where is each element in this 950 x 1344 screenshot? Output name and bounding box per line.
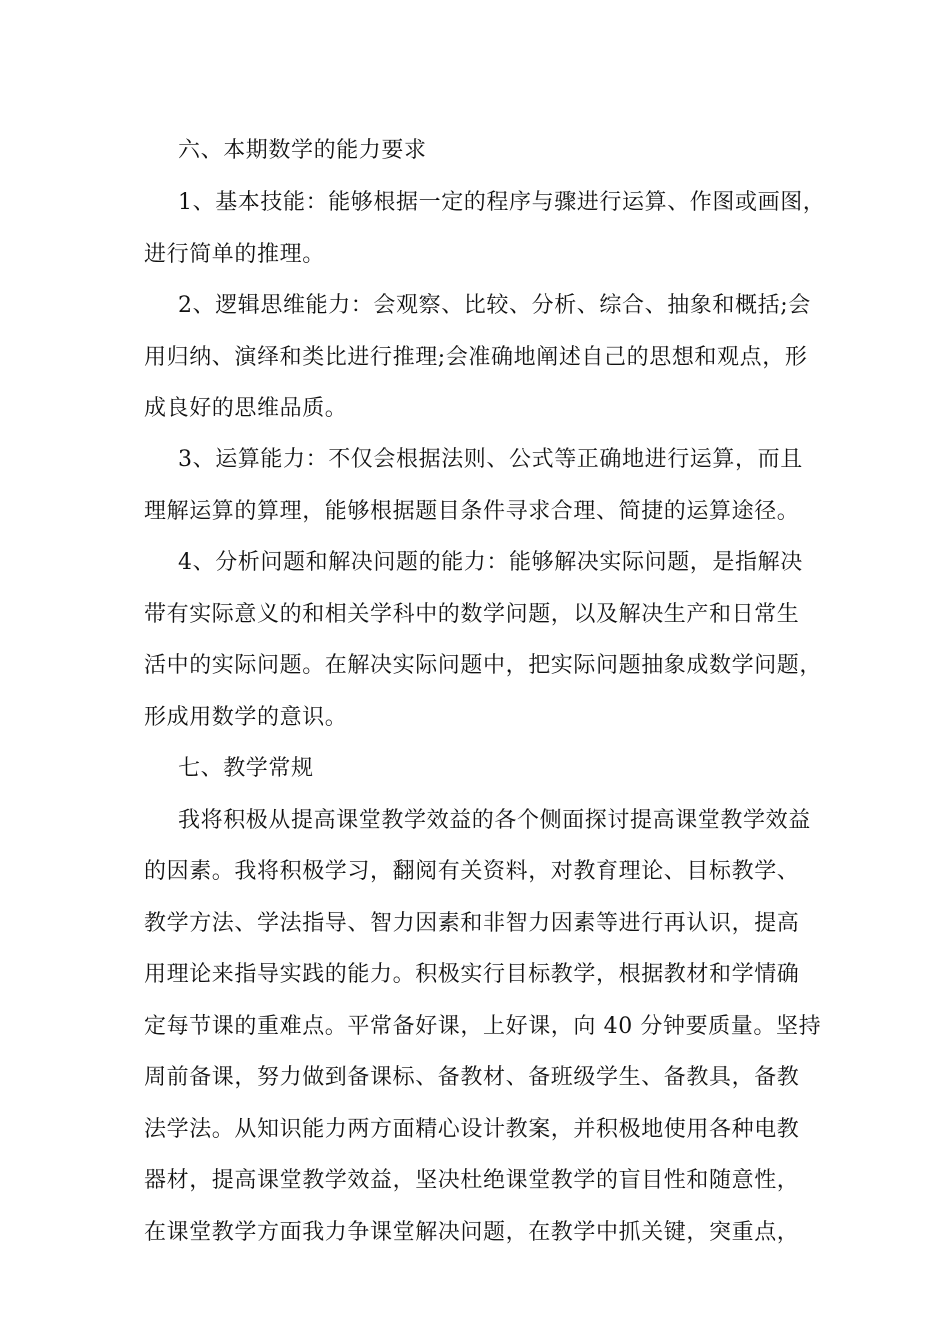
paragraph-line: 我将积极从提高课堂教学效益的各个侧面探讨提高课堂教学效益 — [178, 808, 811, 833]
heading-section-7: 七、教学常规 — [178, 756, 314, 781]
paragraph-line: 2、逻辑思维能力：会观察、比较、分析、综合、抽象和概括;会 — [178, 293, 811, 318]
paragraph-line: 带有实际意义的和相关学科中的数学问题，以及解决生产和日常生 — [144, 602, 800, 627]
paragraph-line: 的因素。我将积极学习，翻阅有关资料，对教育理论、目标教学、 — [144, 859, 800, 884]
paragraph-line: 进行简单的推理。 — [144, 242, 325, 267]
paragraph-line: 周前备课，努力做到备课标、备教材、备班级学生、备教具，备教 — [144, 1065, 800, 1090]
paragraph-line: 3、运算能力：不仅会根据法则、公式等正确地进行运算，而且 — [178, 447, 803, 472]
paragraph-line: 理解运算的算理，能够根据题目条件寻求合理、简捷的运算途径。 — [144, 499, 800, 524]
paragraph-line: 成良好的思维品质。 — [144, 396, 348, 421]
paragraph-line: 定每节课的重难点。平常备好课，上好课，向 40 分钟要质量。坚持 — [144, 1014, 822, 1039]
paragraph-line: 在课堂教学方面我力争课堂解决问题，在教学中抓关键，突重点， — [144, 1220, 800, 1245]
paragraph-line: 4、分析问题和解决问题的能力：能够解决实际问题，是指解决 — [178, 550, 803, 575]
paragraph-line: 活中的实际问题。在解决实际问题中，把实际问题抽象成数学问题， — [144, 653, 823, 678]
paragraph-line: 用归纳、演绎和类比进行推理;会准确地阐述自己的思想和观点，形 — [144, 345, 808, 370]
paragraph-line: 1、基本技能：能够根据一定的程序与骤进行运算、作图或画图， — [178, 190, 826, 215]
paragraph-line: 用理论来指导实践的能力。积极实行目标教学，根据教材和学情确 — [144, 962, 800, 987]
paragraph-line: 法学法。从知识能力两方面精心设计教案，并积极地使用各种电教 — [144, 1117, 800, 1142]
paragraph-line: 形成用数学的意识。 — [144, 705, 348, 730]
paragraph-line: 器材，提高课堂教学效益，坚决杜绝课堂教学的盲目性和随意性， — [144, 1168, 800, 1193]
paragraph-line: 教学方法、学法指导、智力因素和非智力因素等进行再认识，提高 — [144, 911, 800, 936]
heading-section-6: 六、本期数学的能力要求 — [178, 138, 427, 163]
